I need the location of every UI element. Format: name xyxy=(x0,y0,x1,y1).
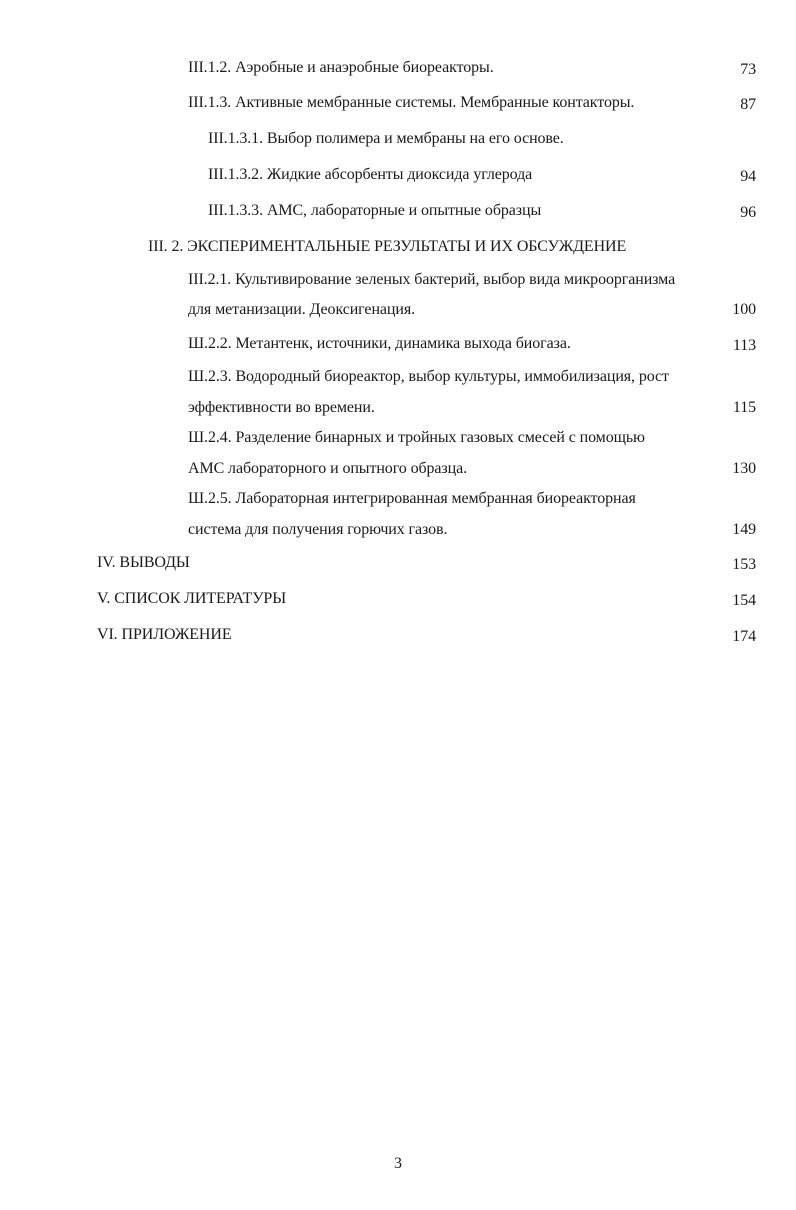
toc-entry-text: III.1.3.1. Выбор полимера и мембраны на его основе. xyxy=(208,130,564,147)
toc-chapter-heading: IV. ВЫВОДЫ xyxy=(97,554,190,571)
toc-entry-text: III.1.3.2. Жидкие абсорбенты диоксида углерода xyxy=(208,166,533,183)
toc-entry-text: III.1.3.3. АМС, лабораторные и опытные образцы xyxy=(208,202,542,219)
toc-entry-text: Ш.2.4. Разделение бинарных и тройных газовых смесей с помощью xyxy=(188,429,645,446)
toc-entry-text: III.1.2. Аэробные и анаэробные биореакторы. xyxy=(188,59,494,76)
toc-entry-page: 113 xyxy=(732,337,756,354)
page-number: 3 xyxy=(394,1155,402,1172)
toc-entry-text: Ш.2.3. Водородный биореактор, выбор культуры, иммобилизация, рост xyxy=(188,368,669,385)
toc-chapter-heading: V. СПИСОК ЛИТЕРАТУРЫ xyxy=(97,590,287,607)
toc-section-heading: III. 2. ЭКСПЕРИМЕНТАЛЬНЫЕ РЕЗУЛЬТАТЫ И ИХ ОБСУЖДЕНИЕ xyxy=(148,238,627,255)
toc-entry-text-continued: эффективности во времени. xyxy=(188,399,375,416)
toc-entry-page: 87 xyxy=(740,96,756,113)
toc-entry-text-continued: АМС лабораторного и опытного образца. xyxy=(188,460,467,477)
toc-entry-text: III.2.1. Культивирование зеленых бактерий, выбор вида микроорганизма xyxy=(188,271,676,288)
toc-entry-text: III.1.3. Активные мембранные системы. Мембранные контакторы. xyxy=(188,94,635,111)
toc-entry-page: 153 xyxy=(732,556,756,573)
toc-entry-page: 130 xyxy=(732,460,756,477)
toc-entry-page: 96 xyxy=(740,204,756,221)
toc-entry-text: Ш.2.5. Лабораторная интегрированная мембранная биореакторная xyxy=(188,490,636,507)
toc-entry-page: 149 xyxy=(732,521,756,538)
toc-entry-page: 100 xyxy=(732,301,756,318)
toc-entry-page: 115 xyxy=(732,399,756,416)
toc-entry-page: 154 xyxy=(732,592,756,609)
toc-entry-text-continued: система для получения горючих газов. xyxy=(188,521,448,538)
toc-entry-page: 73 xyxy=(740,61,756,78)
toc-entry-text: Ш.2.2. Метантенк, источники, динамика выхода биогаза. xyxy=(188,335,571,352)
toc-entry-page: 94 xyxy=(740,168,756,185)
toc-entry-page: 174 xyxy=(732,628,756,645)
toc-entry-text-continued: для метанизации. Деоксигенация. xyxy=(188,301,415,318)
toc-chapter-heading: VI. ПРИЛОЖЕНИЕ xyxy=(97,626,232,643)
